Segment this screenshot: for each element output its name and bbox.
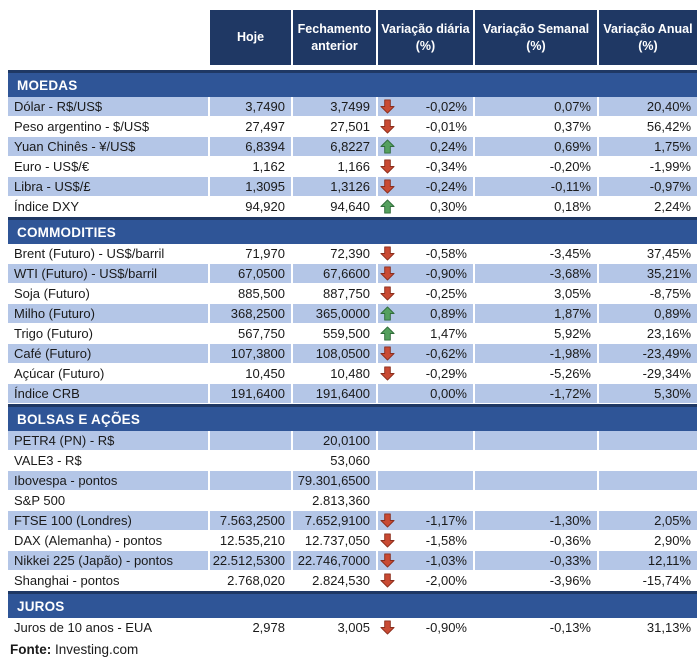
cell-hoje: 1,3095	[210, 177, 291, 197]
cell-variacao-semanal: -5,26%	[475, 364, 597, 384]
column-header-variacao-diaria: Variação diária (%)	[378, 10, 473, 65]
cell-variacao-diaria-value: -1,17%	[425, 513, 467, 528]
cell-variacao-diaria-value: -0,90%	[425, 620, 467, 635]
column-header-variacao-anual: Variação Anual (%)	[599, 10, 697, 65]
table-row	[8, 264, 697, 284]
arrow-down-icon	[379, 620, 395, 635]
table-row	[8, 531, 697, 551]
row-label: Índice DXY	[8, 197, 208, 217]
cell-variacao-diaria	[378, 264, 473, 284]
table-row	[8, 571, 697, 591]
cell-variacao-semanal: 0,69%	[475, 137, 597, 157]
cell-variacao-anual: 0,89%	[599, 304, 697, 324]
table-row	[8, 244, 697, 264]
column-header-hoje: Hoje	[210, 10, 291, 65]
cell-fechamento-anterior: 887,750	[293, 284, 376, 304]
cell-hoje: 22.512,5300	[210, 551, 291, 571]
table-row	[8, 431, 697, 451]
cell-variacao-diaria-value: -0,58%	[425, 246, 467, 261]
cell-fechamento-anterior: 365,0000	[293, 304, 376, 324]
table-row	[8, 384, 697, 404]
cell-variacao-anual	[599, 431, 697, 451]
no-icon	[379, 473, 395, 488]
source-value: Investing.com	[51, 642, 139, 657]
arrow-down-icon	[379, 179, 395, 194]
cell-hoje: 27,497	[210, 117, 291, 137]
cell-variacao-diaria	[378, 618, 473, 638]
cell-variacao-semanal: 0,18%	[475, 197, 597, 217]
table-body	[8, 70, 697, 638]
row-label: FTSE 100 (Londres)	[8, 511, 208, 531]
row-label: Soja (Futuro)	[8, 284, 208, 304]
cell-variacao-diaria-value: 0,89%	[430, 306, 467, 321]
arrow-down-icon	[379, 286, 395, 301]
arrow-up-icon	[379, 306, 395, 321]
cell-hoje: 67,0500	[210, 264, 291, 284]
cell-variacao-anual: 5,30%	[599, 384, 697, 404]
cell-variacao-diaria	[378, 137, 473, 157]
cell-fechamento-anterior: 3,7499	[293, 97, 376, 117]
cell-fechamento-anterior: 10,480	[293, 364, 376, 384]
source-note	[8, 642, 697, 657]
row-label: Nikkei 225 (Japão) - pontos	[8, 551, 208, 571]
table-row	[8, 284, 697, 304]
cell-variacao-diaria	[378, 244, 473, 264]
cell-variacao-diaria-value: 0,30%	[430, 199, 467, 214]
cell-variacao-diaria	[378, 344, 473, 364]
row-label: Yuan Chinês - ¥/US$	[8, 137, 208, 157]
section-header	[8, 404, 697, 431]
arrow-down-icon	[379, 533, 395, 548]
cell-variacao-diaria-value: -0,25%	[425, 286, 467, 301]
cell-fechamento-anterior: 79.301,6500	[293, 471, 376, 491]
table-row	[8, 97, 697, 117]
cell-variacao-anual: 35,21%	[599, 264, 697, 284]
cell-variacao-diaria	[378, 304, 473, 324]
cell-fechamento-anterior: 2.813,360	[293, 491, 376, 511]
row-label: VALE3 - R$	[8, 451, 208, 471]
cell-variacao-semanal: 3,05%	[475, 284, 597, 304]
table-row	[8, 551, 697, 571]
table-row	[8, 177, 697, 197]
cell-variacao-diaria	[378, 177, 473, 197]
cell-hoje: 12.535,210	[210, 531, 291, 551]
cell-variacao-semanal: 0,37%	[475, 117, 597, 137]
cell-hoje: 6,8394	[210, 137, 291, 157]
cell-hoje: 1,162	[210, 157, 291, 177]
row-label: Juros de 10 anos - EUA	[8, 618, 208, 638]
section-title: JUROS	[17, 598, 65, 614]
cell-fechamento-anterior: 7.652,9100	[293, 511, 376, 531]
section-header	[8, 217, 697, 244]
cell-variacao-diaria	[378, 431, 473, 451]
table-row	[8, 618, 697, 638]
cell-fechamento-anterior: 191,6400	[293, 384, 376, 404]
cell-variacao-semanal: -1,30%	[475, 511, 597, 531]
cell-hoje: 2,978	[210, 618, 291, 638]
table-row	[8, 117, 697, 137]
cell-hoje	[210, 431, 291, 451]
cell-variacao-semanal	[475, 471, 597, 491]
cell-variacao-anual: 31,13%	[599, 618, 697, 638]
cell-variacao-diaria	[378, 97, 473, 117]
table-row	[8, 511, 697, 531]
cell-variacao-anual: 12,11%	[599, 551, 697, 571]
table-row	[8, 471, 697, 491]
arrow-down-icon	[379, 513, 395, 528]
arrow-down-icon	[379, 246, 395, 261]
cell-variacao-semanal: 5,92%	[475, 324, 597, 344]
cell-hoje: 567,750	[210, 324, 291, 344]
table-row	[8, 324, 697, 344]
cell-fechamento-anterior: 94,640	[293, 197, 376, 217]
arrow-down-icon	[379, 119, 395, 134]
table-row	[8, 451, 697, 471]
cell-hoje: 3,7490	[210, 97, 291, 117]
cell-variacao-diaria	[378, 531, 473, 551]
cell-variacao-anual: 1,75%	[599, 137, 697, 157]
row-label: PETR4 (PN) - R$	[8, 431, 208, 451]
cell-variacao-diaria-value: -1,03%	[425, 553, 467, 568]
section-header	[8, 70, 697, 97]
cell-variacao-diaria	[378, 197, 473, 217]
cell-fechamento-anterior: 3,005	[293, 618, 376, 638]
row-label: S&P 500	[8, 491, 208, 511]
cell-fechamento-anterior: 22.746,7000	[293, 551, 376, 571]
cell-variacao-diaria	[378, 157, 473, 177]
cell-fechamento-anterior: 559,500	[293, 324, 376, 344]
cell-variacao-diaria	[378, 471, 473, 491]
row-label: Milho (Futuro)	[8, 304, 208, 324]
cell-variacao-semanal: -0,11%	[475, 177, 597, 197]
arrow-down-icon	[379, 159, 395, 174]
no-icon	[379, 493, 395, 508]
column-header-fechamento-anterior: Fechamento anterior	[293, 10, 376, 65]
column-header-variacao-semanal: Variação Semanal (%)	[475, 10, 597, 65]
cell-variacao-anual	[599, 491, 697, 511]
cell-hoje: 71,970	[210, 244, 291, 264]
cell-hoje: 885,500	[210, 284, 291, 304]
cell-fechamento-anterior: 1,166	[293, 157, 376, 177]
cell-variacao-semanal	[475, 451, 597, 471]
section-title: COMMODITIES	[17, 224, 116, 240]
cell-hoje	[210, 471, 291, 491]
arrow-down-icon	[379, 346, 395, 361]
cell-variacao-anual: -29,34%	[599, 364, 697, 384]
row-label: DAX (Alemanha) - pontos	[8, 531, 208, 551]
source-label: Fonte:	[10, 642, 52, 657]
table-row	[8, 197, 697, 217]
cell-variacao-diaria-value: -0,29%	[425, 366, 467, 381]
table-header-row	[8, 10, 697, 65]
section-title: MOEDAS	[17, 77, 78, 93]
cell-variacao-anual	[599, 451, 697, 471]
cell-fechamento-anterior: 20,0100	[293, 431, 376, 451]
cell-variacao-diaria-value: -0,34%	[425, 159, 467, 174]
cell-variacao-anual: 2,24%	[599, 197, 697, 217]
cell-hoje: 191,6400	[210, 384, 291, 404]
cell-variacao-anual: -8,75%	[599, 284, 697, 304]
cell-variacao-diaria-value: 1,47%	[430, 326, 467, 341]
cell-variacao-diaria	[378, 284, 473, 304]
cell-hoje	[210, 451, 291, 471]
arrow-up-icon	[379, 139, 395, 154]
table-row	[8, 157, 697, 177]
table-row	[8, 491, 697, 511]
cell-variacao-diaria-value: -0,02%	[425, 99, 467, 114]
table-row	[8, 364, 697, 384]
cell-hoje: 10,450	[210, 364, 291, 384]
cell-variacao-diaria	[378, 384, 473, 404]
cell-variacao-diaria-value: -2,00%	[425, 573, 467, 588]
header-spacer	[8, 10, 208, 65]
arrow-up-icon	[379, 199, 395, 214]
cell-variacao-semanal: -1,98%	[475, 344, 597, 364]
cell-variacao-semanal: -3,45%	[475, 244, 597, 264]
cell-variacao-diaria	[378, 324, 473, 344]
cell-fechamento-anterior: 72,390	[293, 244, 376, 264]
row-label: Brent (Futuro) - US$/barril	[8, 244, 208, 264]
cell-variacao-anual: 2,05%	[599, 511, 697, 531]
cell-variacao-semanal	[475, 491, 597, 511]
arrow-up-icon	[379, 326, 395, 341]
no-icon	[379, 453, 395, 468]
cell-variacao-diaria-value: -0,90%	[425, 266, 467, 281]
cell-variacao-semanal: -3,96%	[475, 571, 597, 591]
arrow-down-icon	[379, 573, 395, 588]
cell-variacao-anual: -0,97%	[599, 177, 697, 197]
no-icon	[379, 386, 395, 401]
cell-fechamento-anterior: 2.824,530	[293, 571, 376, 591]
cell-variacao-semanal: 0,07%	[475, 97, 597, 117]
arrow-down-icon	[379, 366, 395, 381]
cell-hoje: 7.563,2500	[210, 511, 291, 531]
no-icon	[379, 433, 395, 448]
cell-variacao-anual	[599, 471, 697, 491]
cell-fechamento-anterior: 12.737,050	[293, 531, 376, 551]
arrow-down-icon	[379, 553, 395, 568]
cell-fechamento-anterior: 67,6600	[293, 264, 376, 284]
cell-variacao-semanal	[475, 431, 597, 451]
cell-variacao-semanal: -0,36%	[475, 531, 597, 551]
cell-variacao-anual: -15,74%	[599, 571, 697, 591]
cell-variacao-anual: 2,90%	[599, 531, 697, 551]
cell-variacao-semanal: -1,72%	[475, 384, 597, 404]
cell-variacao-anual: -1,99%	[599, 157, 697, 177]
section-title: BOLSAS E AÇÕES	[17, 411, 141, 427]
row-label: Euro - US$/€	[8, 157, 208, 177]
cell-fechamento-anterior: 53,060	[293, 451, 376, 471]
cell-hoje	[210, 491, 291, 511]
cell-variacao-diaria-value: -0,24%	[425, 179, 467, 194]
cell-fechamento-anterior: 108,0500	[293, 344, 376, 364]
section-header	[8, 591, 697, 618]
cell-variacao-semanal: 1,87%	[475, 304, 597, 324]
cell-variacao-diaria-value: -0,01%	[425, 119, 467, 134]
cell-variacao-diaria-value: -1,58%	[425, 533, 467, 548]
row-label: Libra - US$/£	[8, 177, 208, 197]
cell-variacao-diaria	[378, 551, 473, 571]
cell-fechamento-anterior: 1,3126	[293, 177, 376, 197]
row-label: Trigo (Futuro)	[8, 324, 208, 344]
cell-variacao-semanal: -3,68%	[475, 264, 597, 284]
table-row	[8, 344, 697, 364]
cell-variacao-diaria-value: 0,00%	[430, 386, 467, 401]
row-label: Café (Futuro)	[8, 344, 208, 364]
cell-hoje: 94,920	[210, 197, 291, 217]
cell-variacao-diaria	[378, 511, 473, 531]
cell-variacao-diaria-value: 0,24%	[430, 139, 467, 154]
cell-variacao-anual: 20,40%	[599, 97, 697, 117]
cell-variacao-diaria	[378, 571, 473, 591]
cell-variacao-diaria-value: -0,62%	[425, 346, 467, 361]
cell-hoje: 368,2500	[210, 304, 291, 324]
row-label: Ibovespa - pontos	[8, 471, 208, 491]
arrow-down-icon	[379, 99, 395, 114]
row-label: Açúcar (Futuro)	[8, 364, 208, 384]
row-label: Peso argentino - $/US$	[8, 117, 208, 137]
cell-variacao-semanal: -0,13%	[475, 618, 597, 638]
table-row	[8, 304, 697, 324]
row-label: Dólar - R$/US$	[8, 97, 208, 117]
cell-variacao-diaria	[378, 364, 473, 384]
cell-variacao-anual: -23,49%	[599, 344, 697, 364]
cell-hoje: 2.768,020	[210, 571, 291, 591]
cell-fechamento-anterior: 27,501	[293, 117, 376, 137]
cell-variacao-anual: 37,45%	[599, 244, 697, 264]
row-label: Shanghai - pontos	[8, 571, 208, 591]
cell-variacao-anual: 56,42%	[599, 117, 697, 137]
cell-variacao-diaria	[378, 451, 473, 471]
row-label: WTI (Futuro) - US$/barril	[8, 264, 208, 284]
row-label: Índice CRB	[8, 384, 208, 404]
cell-variacao-semanal: -0,20%	[475, 157, 597, 177]
cell-variacao-diaria	[378, 491, 473, 511]
arrow-down-icon	[379, 266, 395, 281]
cell-variacao-diaria	[378, 117, 473, 137]
cell-hoje: 107,3800	[210, 344, 291, 364]
cell-variacao-semanal: -0,33%	[475, 551, 597, 571]
cell-fechamento-anterior: 6,8227	[293, 137, 376, 157]
cell-variacao-anual: 23,16%	[599, 324, 697, 344]
table-row	[8, 137, 697, 157]
